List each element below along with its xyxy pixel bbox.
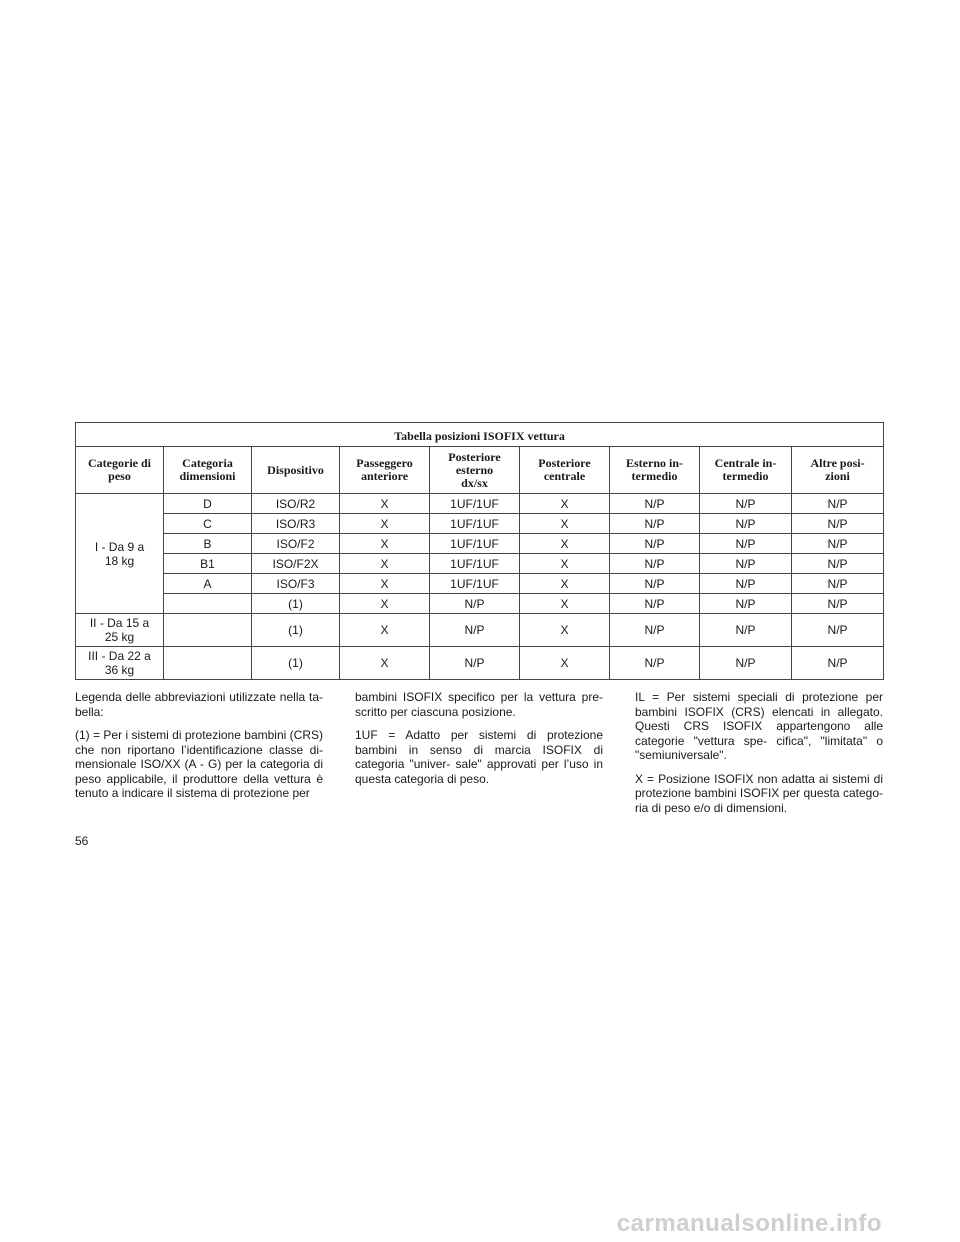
table-cell: 1UF/1UF <box>430 534 520 554</box>
weight-category-cell <box>76 647 164 680</box>
table-cell: X <box>340 514 430 534</box>
table-cell <box>164 614 252 647</box>
table-cell: X <box>340 594 430 614</box>
column-header-line: dx/sx <box>461 475 488 490</box>
table-cell: ISO/R3 <box>252 514 340 534</box>
page-number: 56 <box>75 834 89 848</box>
column-header-line: Altre posi- <box>810 456 865 470</box>
table-cell: N/P <box>700 534 792 554</box>
column-header <box>340 447 430 494</box>
table-cell: A <box>164 574 252 594</box>
legend-paragraph: (1) = Per i sistemi di protezione bambini (CRS) che non riportano l’identificazione classe di- mensionale ISO/XX (A - G) per la categoria di peso applicabile, il produttore della vettura è tenuto a indicare il sistema di protezione per <box>75 728 323 800</box>
table-title: Tabella posizioni ISOFIX vettura <box>76 423 884 447</box>
table-cell: X <box>340 574 430 594</box>
column-header-line: centrale <box>543 469 586 483</box>
table-cell: N/P <box>700 614 792 647</box>
table-body <box>76 494 884 680</box>
column-header <box>520 447 610 494</box>
weight-category-line: 25 kg <box>104 630 135 644</box>
table-header-row <box>76 447 884 494</box>
weight-category-line: 36 kg <box>104 663 135 677</box>
column-header <box>252 447 340 494</box>
table-cell: N/P <box>792 514 884 534</box>
legend-paragraph: IL = Per sistemi speciali di protezione per bambini ISOFIX (CRS) elencati in allegato. Questi CRS ISOFIX appartengono alle categorie "vettura spe- cifica", "limitata" o "semiuniversale". <box>635 690 883 762</box>
table-cell <box>164 647 252 680</box>
column-header-line: Passeggero <box>356 456 413 470</box>
table-cell: X <box>520 594 610 614</box>
table-cell: N/P <box>792 594 884 614</box>
column-header-line: zioni <box>825 469 850 483</box>
weight-category-cell <box>76 494 164 614</box>
table-cell: B <box>164 534 252 554</box>
table-cell: N/P <box>792 574 884 594</box>
column-header-line: Categoria <box>182 456 233 470</box>
legend-paragraph: 1UF = Adatto per sistemi di protezione bambini in senso di marcia ISOFIX di categoria "univer- sale" approvati per l’uso in questa categoria di peso. <box>355 728 603 786</box>
column-header-line: Posteriore <box>538 456 591 470</box>
legend-column-3 <box>635 690 883 824</box>
table-cell: B1 <box>164 554 252 574</box>
weight-category-line: III - Da 22 a <box>88 649 151 663</box>
table-cell: N/P <box>792 647 884 680</box>
table-cell: X <box>520 494 610 514</box>
table-cell: N/P <box>610 514 700 534</box>
legend-paragraph: bambini ISOFIX specifico per la vettura pre- scritto per ciascuna posizione. <box>355 690 603 719</box>
column-header-line: anteriore <box>360 469 409 483</box>
table-cell: X <box>520 614 610 647</box>
column-header-line: dimensioni <box>179 469 236 483</box>
table-cell: X <box>520 554 610 574</box>
table-cell: ISO/F2X <box>252 554 340 574</box>
table-row <box>76 514 884 534</box>
table-cell: (1) <box>252 594 340 614</box>
weight-category-line: 18 kg <box>104 553 135 568</box>
legend <box>75 690 883 824</box>
column-header-line: termedio <box>722 469 769 483</box>
table-row <box>76 534 884 554</box>
table-row <box>76 647 884 680</box>
table-cell: ISO/R2 <box>252 494 340 514</box>
table-cell: N/P <box>792 614 884 647</box>
table-cell: X <box>520 514 610 534</box>
table-cell: D <box>164 494 252 514</box>
table-cell <box>164 594 252 614</box>
table-cell: N/P <box>430 614 520 647</box>
table-cell: X <box>340 554 430 574</box>
table-cell: N/P <box>430 647 520 680</box>
column-header-line: Esterno in- <box>626 456 683 470</box>
watermark: carmanualsonline.info <box>616 1210 882 1237</box>
column-header <box>164 447 252 494</box>
table-cell: (1) <box>252 614 340 647</box>
table-cell: N/P <box>700 594 792 614</box>
table-cell: N/P <box>610 494 700 514</box>
weight-category-cell <box>76 614 164 647</box>
table-cell: N/P <box>610 574 700 594</box>
table-cell: N/P <box>430 594 520 614</box>
legend-paragraph: X = Posizione ISOFIX non adatta ai sistemi di protezione bambini ISOFIX per questa catego- ria di peso e/o di dimensioni. <box>635 771 883 815</box>
column-header-line: Categorie di <box>88 456 151 470</box>
table-cell: N/P <box>792 534 884 554</box>
table-row <box>76 574 884 594</box>
column-header-line: termedio <box>631 469 678 483</box>
column-header-line: esterno <box>455 462 494 477</box>
column-header-line: peso <box>108 469 131 483</box>
column-header-line: Centrale in- <box>714 456 777 470</box>
table-cell: N/P <box>610 614 700 647</box>
table-cell: 1UF/1UF <box>430 554 520 574</box>
table-cell: 1UF/1UF <box>430 514 520 534</box>
table-cell: N/P <box>700 647 792 680</box>
column-header <box>700 447 792 494</box>
table-cell: N/P <box>700 574 792 594</box>
table-cell: N/P <box>700 554 792 574</box>
table-cell: ISO/F2 <box>252 534 340 554</box>
column-header <box>430 447 520 494</box>
table-row <box>76 494 884 514</box>
table-cell: X <box>520 574 610 594</box>
table-cell: N/P <box>700 494 792 514</box>
table-cell: X <box>520 534 610 554</box>
table-cell: N/P <box>610 594 700 614</box>
table-cell: X <box>340 534 430 554</box>
column-header-line: Dispositivo <box>267 462 324 477</box>
legend-column-1 <box>75 690 323 824</box>
table-cell: N/P <box>610 554 700 574</box>
table-cell: N/P <box>792 554 884 574</box>
table-cell: 1UF/1UF <box>430 494 520 514</box>
legend-paragraph: Legenda delle abbreviazioni utilizzate nella ta- bella: <box>75 690 323 719</box>
column-header <box>792 447 884 494</box>
table-cell: X <box>340 614 430 647</box>
table-cell: C <box>164 514 252 534</box>
table-cell: N/P <box>610 647 700 680</box>
table-row <box>76 554 884 574</box>
table-cell: ISO/F3 <box>252 574 340 594</box>
table-cell: 1UF/1UF <box>430 574 520 594</box>
table-cell: X <box>340 647 430 680</box>
table-cell: X <box>340 494 430 514</box>
table-cell: N/P <box>792 494 884 514</box>
table-row <box>76 614 884 647</box>
isofix-table <box>75 422 884 680</box>
weight-category-line: II - Da 15 a <box>89 616 150 630</box>
table-cell: (1) <box>252 647 340 680</box>
column-header-line: Posteriore <box>448 449 501 464</box>
legend-column-2 <box>355 690 603 824</box>
table-cell: N/P <box>700 514 792 534</box>
column-header <box>610 447 700 494</box>
table-row <box>76 594 884 614</box>
weight-category-line: I - Da 9 a <box>94 539 145 554</box>
table-cell: N/P <box>610 534 700 554</box>
column-header <box>76 447 164 494</box>
table-cell: X <box>520 647 610 680</box>
